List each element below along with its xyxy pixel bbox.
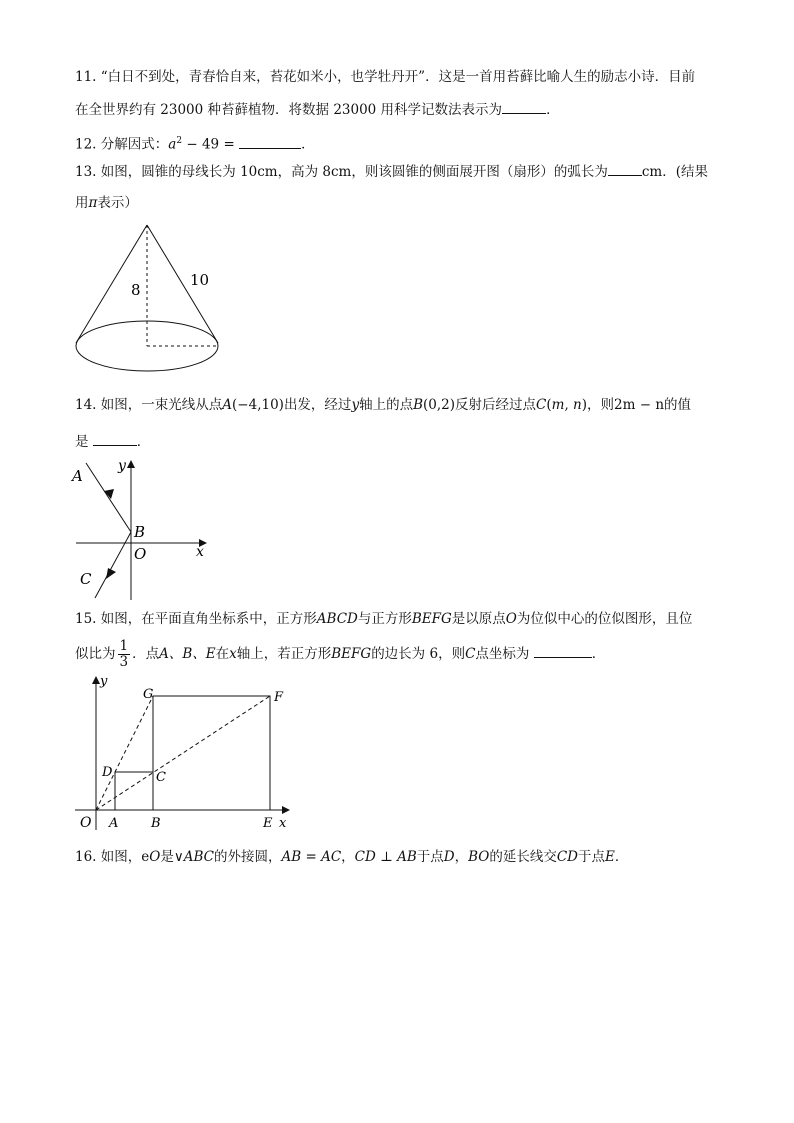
q14-coord-b: (0,2)	[423, 397, 456, 413]
q13-line1	[75, 162, 708, 181]
q15-frac-num: 1	[119, 638, 129, 654]
q11-text-line2: 在全世界约有 23000 种苔藓植物．将数据 23000 用科学记数法表示为	[75, 102, 503, 118]
q16-circle-o: O	[149, 849, 161, 865]
q13-line2-post: 表示）	[97, 195, 138, 211]
q12-end: ．	[301, 136, 315, 153]
q16-number: 16.	[75, 849, 97, 865]
q15-sq2b: BEFG	[331, 646, 372, 662]
q14-label-o: O	[134, 545, 147, 563]
q15-homothety-figure	[75, 672, 300, 837]
q16-line	[75, 848, 628, 866]
q16-perp: CD ⊥ AB	[354, 849, 417, 865]
q16-text-a: 如图，e	[100, 849, 150, 865]
q11-line2	[75, 100, 560, 119]
q15-axis-x: x	[229, 646, 237, 662]
q15-pt-c: C	[465, 646, 476, 662]
q15-label-c: C	[156, 770, 166, 785]
q16-tri: ∨ABC	[173, 849, 214, 865]
q15-sq1: ABCD	[316, 611, 358, 627]
q15-dashed-og	[96, 696, 153, 810]
q14-label-b: B	[134, 523, 146, 541]
q12-expr-rest: − 49 =	[182, 136, 235, 153]
q15-line1	[75, 610, 692, 628]
q15-label-b: B	[151, 816, 161, 831]
q15-line2-end: ．	[591, 646, 606, 662]
q16-text-i: ．	[614, 849, 629, 865]
q14-text-f: 的值	[664, 397, 692, 413]
q15-origin: O	[505, 611, 517, 627]
q11-number: 11.	[75, 69, 97, 85]
q16-eq: AB = AC	[281, 849, 342, 865]
q13-line2	[75, 194, 138, 212]
q14-label-y: y	[118, 458, 126, 474]
q13-pi: π	[88, 195, 98, 211]
q15-line2-c: 在	[215, 646, 230, 662]
q11-answer-blank[interactable]	[502, 100, 546, 114]
q14-coord-c-open: (	[546, 397, 552, 413]
q16-text-h: 于点	[578, 849, 605, 865]
q14-number: 14.	[75, 397, 97, 413]
q14-axis-y: y	[351, 397, 360, 413]
q16-text-e: 于点	[416, 849, 444, 865]
q14-point-a: A	[222, 397, 233, 413]
q14-answer-blank[interactable]	[93, 432, 137, 446]
q14-line2-text: 是	[75, 434, 89, 450]
q15-line2	[75, 637, 605, 671]
q13-line1-end: cm．(结果	[641, 164, 708, 180]
q14-label-c: C	[80, 570, 92, 588]
q16-text-b: 是	[160, 849, 174, 865]
q13-number: 13.	[75, 164, 97, 180]
q14-coord-c-m: m	[551, 397, 565, 413]
q16-bo: BO	[468, 849, 490, 865]
q14-label-a: A	[72, 467, 83, 485]
cone-slant-label: 10	[190, 271, 210, 289]
q13-text-line1: 如图，圆锥的母线长为 10cm，高为 8cm，则该圆锥的侧面展开图（扇形）的弧长为	[100, 164, 608, 180]
q11-line2-end: ．	[546, 102, 560, 118]
q16-cd: CD	[556, 849, 578, 865]
q15-line1-d: 为位似中心的位似图形，且位	[516, 611, 693, 627]
q12-expr-exp: 2	[176, 136, 183, 146]
q15-square-befg	[153, 696, 270, 810]
q16-text-g: 的延长线交	[489, 849, 557, 865]
q14-point-c: C	[536, 397, 547, 413]
q16-text-f: ，	[454, 849, 469, 865]
q15-line2-b: ．点	[132, 646, 160, 662]
q14-text-a: 如图，一束光线从点	[100, 397, 223, 413]
q11-text-line1: “白日不到处，青春恰自来，苔花如米小，也学牡丹开”．这是一首用苔藓比喻人生的励志小诗．目前	[100, 69, 696, 85]
q16-pt-d: D	[443, 849, 455, 865]
q13-cone-figure	[70, 220, 230, 380]
q15-label-e: E	[263, 816, 273, 831]
q14-label-x: x	[196, 544, 204, 560]
q12-expr-base: a	[168, 136, 177, 153]
cone-height-label: 8	[131, 281, 141, 299]
q16-text-c: 的外接圆，	[214, 849, 282, 865]
q15-square-abcd	[115, 772, 153, 810]
q14-text-b: 出发，经过	[283, 397, 352, 413]
q15-label-g: G	[143, 687, 154, 702]
q12-line	[75, 132, 315, 154]
q14-text-d: 反射后经过点	[455, 397, 537, 413]
q14-point-b: B	[413, 397, 423, 413]
q15-ratio-fraction	[118, 639, 131, 670]
q14-coord-c-n: n	[573, 397, 582, 413]
q14-coord-c-close: )	[581, 397, 588, 413]
q15-line1-b: 与正方形	[357, 611, 412, 627]
q15-dashed-of	[96, 696, 270, 810]
q13-line2-pre: 用	[75, 195, 89, 211]
q12-text: 分解因式：	[100, 136, 169, 153]
q13-answer-blank[interactable]	[608, 162, 642, 176]
q15-label-f: F	[274, 690, 284, 705]
q15-line2-a: 似比为	[75, 646, 116, 662]
q15-label-y: y	[100, 674, 108, 689]
q14-line2	[75, 432, 150, 451]
q15-label-o: O	[80, 815, 92, 831]
q15-label-x: x	[279, 816, 287, 831]
q14-text-e: ，则	[587, 397, 615, 413]
q16-text-d: ，	[341, 849, 355, 865]
q15-number: 15.	[75, 611, 97, 627]
q12-number: 12.	[75, 136, 97, 153]
q11-line1	[75, 68, 695, 86]
q15-line1-a: 如图，在平面直角坐标系中，正方形	[100, 611, 317, 627]
q15-pts: A、B、E	[159, 646, 216, 662]
q14-line1	[75, 396, 691, 414]
q15-line2-f: 点坐标为	[475, 646, 530, 662]
q15-label-a: A	[109, 816, 119, 831]
q15-frac-den: 3	[119, 654, 129, 670]
q14-reflection-figure	[70, 455, 220, 605]
q14-coord-c-sep: ,	[564, 397, 574, 413]
q15-line2-d: 轴上，若正方形	[236, 646, 332, 662]
q14-coord-a: (−4,10)	[232, 397, 284, 413]
q16-pt-e: E	[605, 849, 615, 865]
q15-label-d: D	[102, 765, 113, 780]
q15-sq2: BEFG	[411, 611, 452, 627]
q15-line2-e: 的边长为 6，则	[371, 646, 466, 662]
q12-answer-blank[interactable]	[239, 135, 301, 149]
q14-text-c: 轴上的点	[359, 397, 414, 413]
q14-reflected-ray	[95, 532, 131, 598]
q15-line1-c: 是以原点	[451, 611, 506, 627]
q14-expr: 2m − n	[614, 397, 665, 413]
q14-reflected-arrow	[106, 568, 116, 579]
q15-answer-blank[interactable]	[534, 644, 592, 658]
q14-line2-end: ．	[136, 434, 151, 450]
